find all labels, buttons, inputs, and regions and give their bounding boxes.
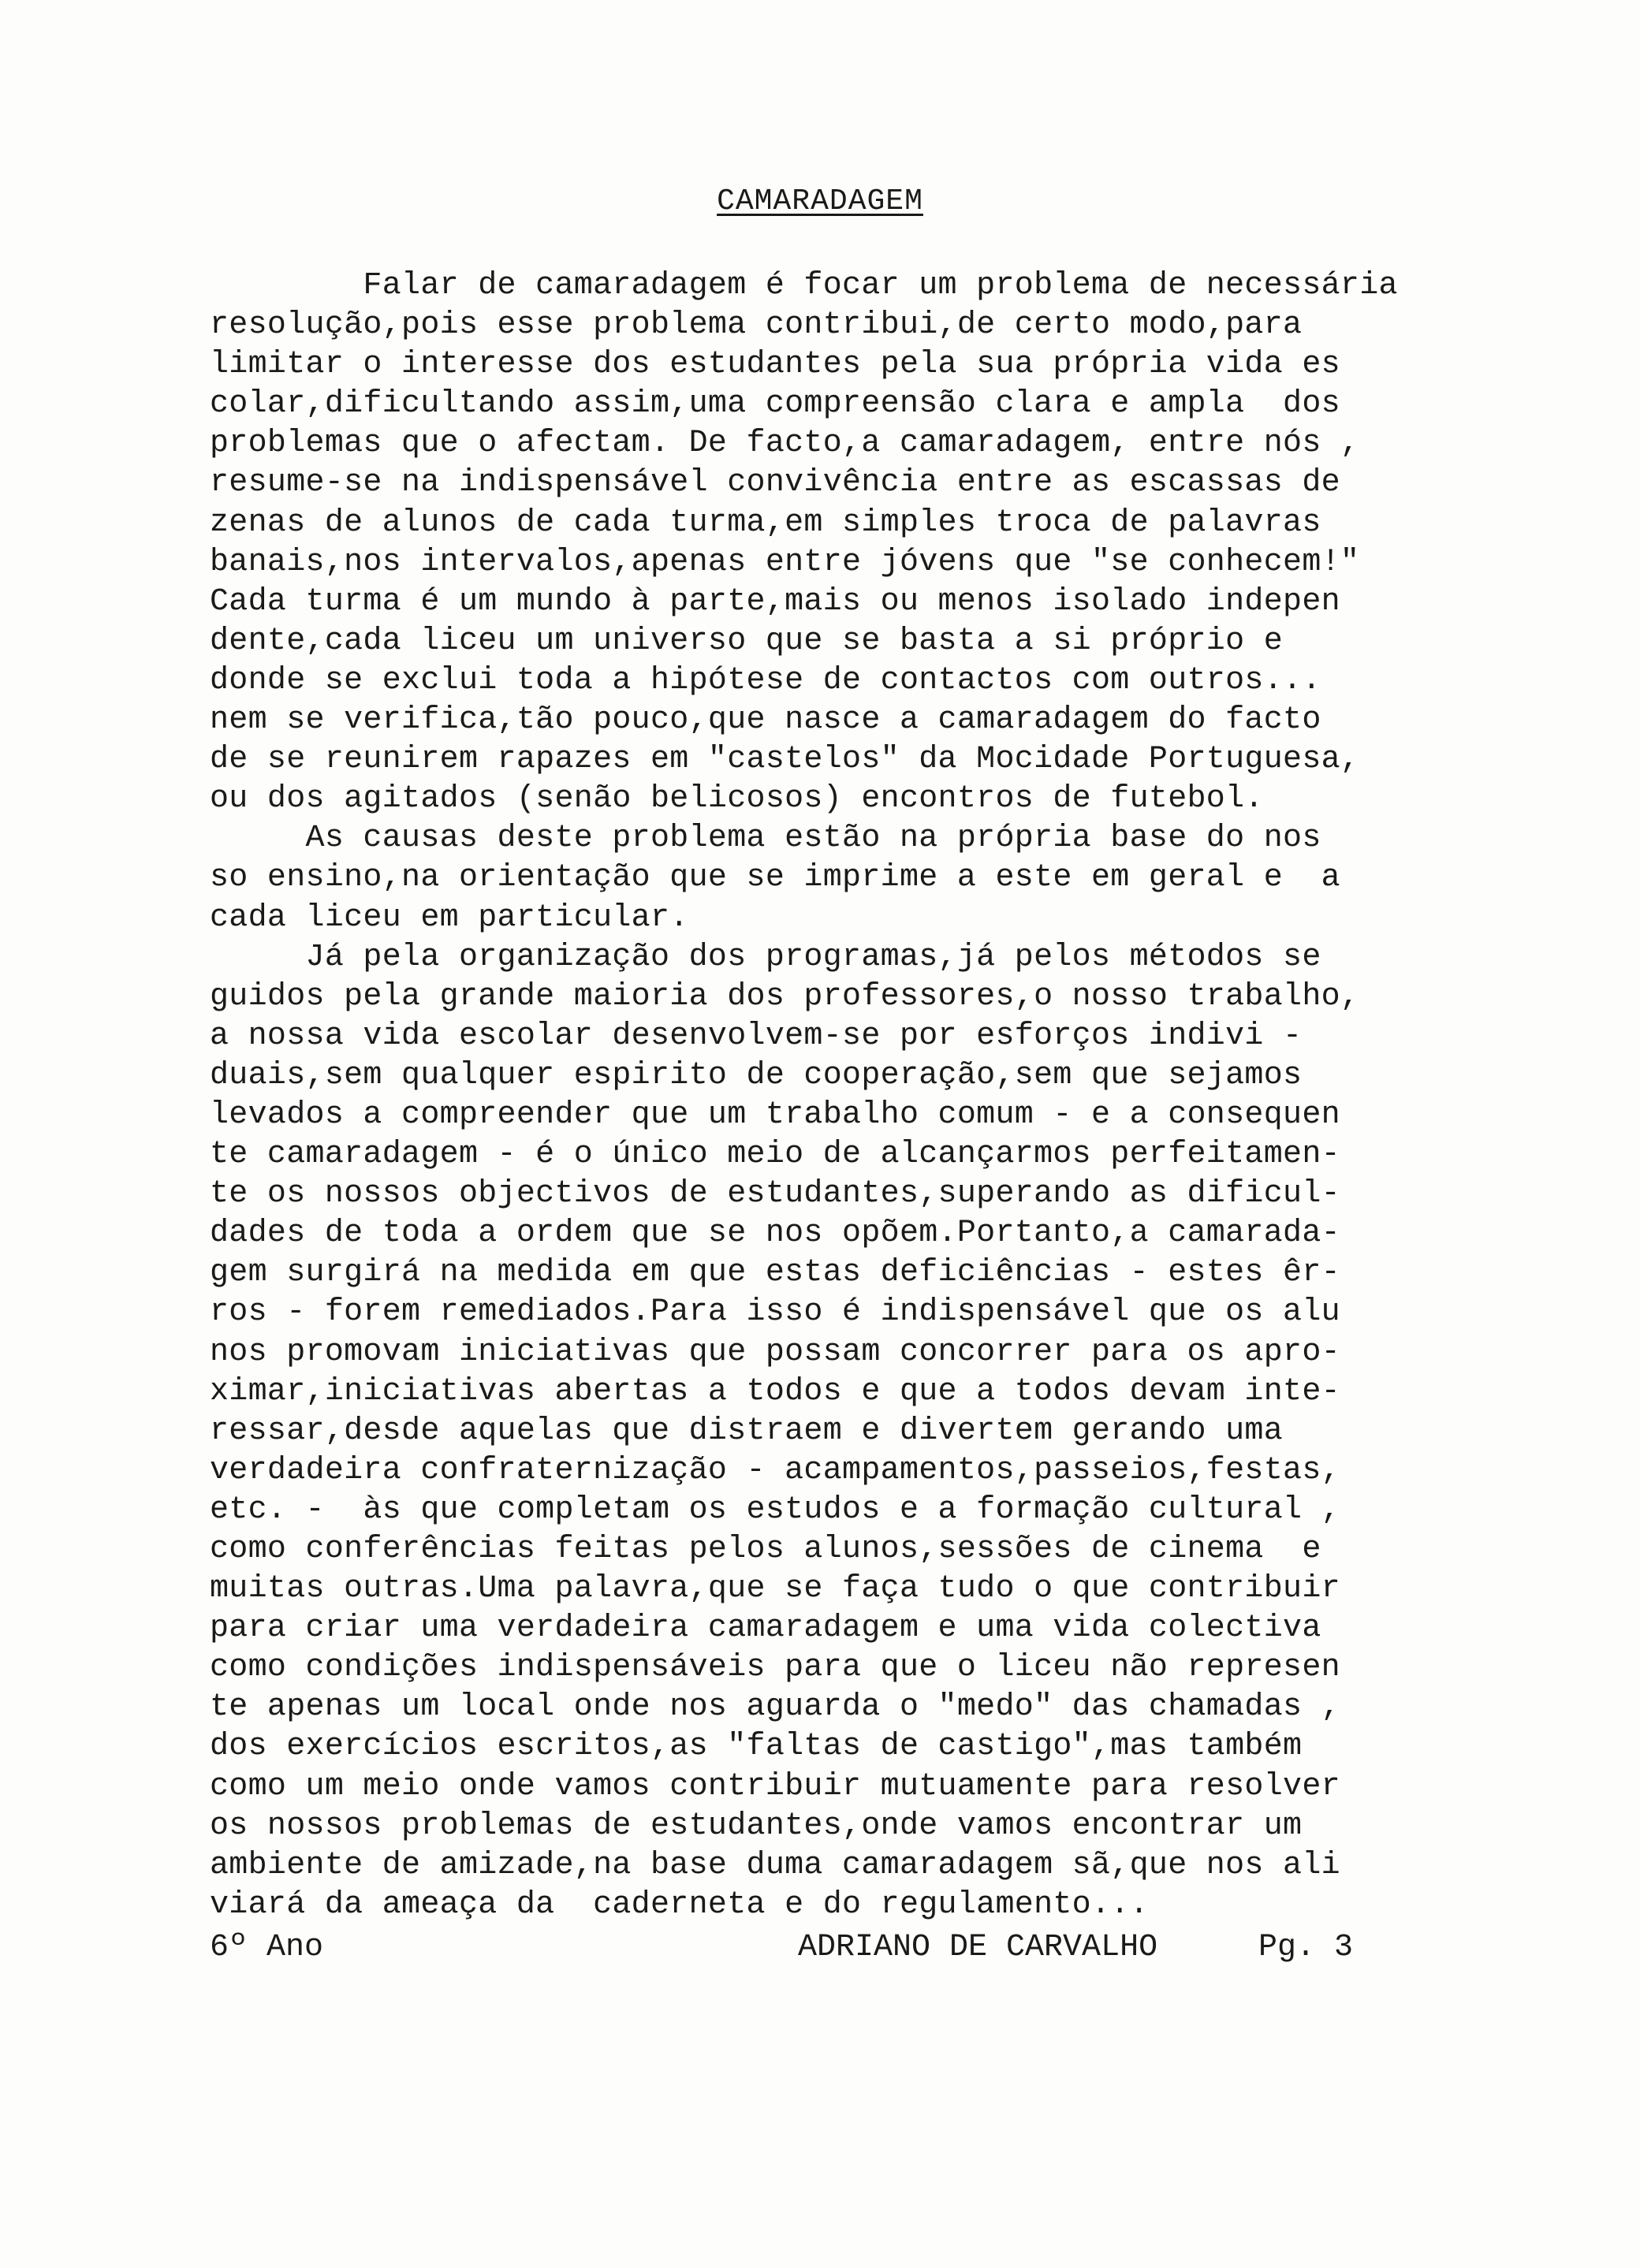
document-title: CAMARADAGEM: [717, 184, 923, 218]
text-line: como um meio onde vamos contribuir mutuamente para resolver: [210, 1768, 1340, 1804]
page-number: Pg. 3: [1258, 1930, 1354, 1965]
text-line: ros - forem remediados.Para isso é indispensável que os alu: [210, 1294, 1340, 1331]
text-line: ressar,desde aquelas que distraem e divertem gerando uma: [210, 1413, 1284, 1449]
text-line: Já pela organização dos programas,já pelos métodos se: [210, 939, 1321, 975]
text-line: colar,dificultando assim,uma compreensão clara e ampla dos: [210, 386, 1340, 423]
text-line: verdadeira confraternização - acampamentos,passeios,festas,: [210, 1452, 1340, 1488]
text-line: dente,cada liceu um universo que se basta a si próprio e: [210, 623, 1284, 659]
text-line: ambiente de amizade,na base duma camaradagem sã,que nos ali: [210, 1847, 1340, 1883]
text-line: nem se verifica,tão pouco,que nasce a camaradagem do facto: [210, 702, 1321, 739]
text-line: Falar de camaradagem é focar um problema de necessária: [210, 268, 1398, 304]
text-line: ximar,iniciativas abertas a todos e que a todos devam inte-: [210, 1373, 1340, 1410]
document-body: [210, 266, 1424, 1925]
text-line: te camaradagem - é o único meio de alcançarmos perfeitamen-: [210, 1137, 1340, 1173]
text-line: guidos pela grande maioria dos professores,o nosso trabalho,: [210, 978, 1360, 1015]
school-year: 6º Ano: [210, 1930, 324, 1965]
text-line: te os nossos objectivos de estudantes,superando as dificul-: [210, 1176, 1340, 1212]
text-line: resume-se na indispensável convivência entre as escassas de: [210, 465, 1340, 501]
text-line: muitas outras.Uma palavra,que se faça tudo o que contribuir: [210, 1571, 1340, 1607]
text-line: de se reunirem rapazes em "castelos" da Mocidade Portuguesa,: [210, 742, 1360, 778]
text-line: cada liceu em particular.: [210, 899, 689, 936]
document-footer: [210, 1928, 1424, 1968]
text-line: resolução,pois esse problema contribui,de certo modo,para: [210, 307, 1303, 344]
text-line: levados a compreender que um trabalho comum - e a consequen: [210, 1097, 1340, 1133]
text-line: so ensino,na orientação que se imprime a este em geral e a: [210, 860, 1340, 896]
text-line: dos exercícios escritos,as "faltas de castigo",mas também: [210, 1729, 1303, 1765]
text-line: donde se exclui toda a hipótese de contactos com outros...: [210, 662, 1321, 698]
text-line: os nossos problemas de estudantes,onde vamos encontrar um: [210, 1808, 1303, 1844]
text-line: As causas deste problema estão na própria base do nos: [210, 821, 1321, 857]
author-name: ADRIANO DE CARVALHO: [798, 1930, 1158, 1965]
text-line: a nossa vida escolar desenvolvem-se por esforços indivi -: [210, 1018, 1303, 1054]
text-line: viará da ameaça da caderneta e do regulamento...: [210, 1886, 1149, 1923]
text-line: problemas que o afectam. De facto,a camaradagem, entre nós ,: [210, 426, 1360, 462]
text-line: dades de toda a ordem que se nos opõem.Portanto,a camarada-: [210, 1216, 1340, 1252]
text-line: para criar uma verdadeira camaradagem e uma vida colectiva: [210, 1611, 1321, 1647]
text-line: gem surgirá na medida em que estas deficiências - estes êr-: [210, 1255, 1340, 1291]
text-line: etc. - às que completam os estudos e a formação cultural ,: [210, 1492, 1340, 1528]
text-line: ou dos agitados (senão belicosos) encontros de futebol.: [210, 781, 1264, 817]
text-line: nos promovam iniciativas que possam concorrer para os apro-: [210, 1334, 1340, 1370]
text-line: zenas de alunos de cada turma,em simples troca de palavras: [210, 505, 1321, 541]
text-line: como conferências feitas pelos alunos,sessões de cinema e: [210, 1532, 1321, 1567]
text-line: te apenas um local onde nos aguarda o "medo" das chamadas ,: [210, 1689, 1340, 1726]
text-line: duais,sem qualquer espirito de cooperação,sem que sejamos: [210, 1057, 1303, 1093]
text-line: limitar o interesse dos estudantes pela sua própria vida es: [210, 347, 1340, 383]
text-line: como condições indispensáveis para que o liceu não represen: [210, 1650, 1340, 1686]
text-line: Cada turma é um mundo à parte,mais ou menos isolado indepen: [210, 583, 1340, 620]
text-line: banais,nos intervalos,apenas entre jóvens que "se conhecem!": [210, 544, 1360, 580]
